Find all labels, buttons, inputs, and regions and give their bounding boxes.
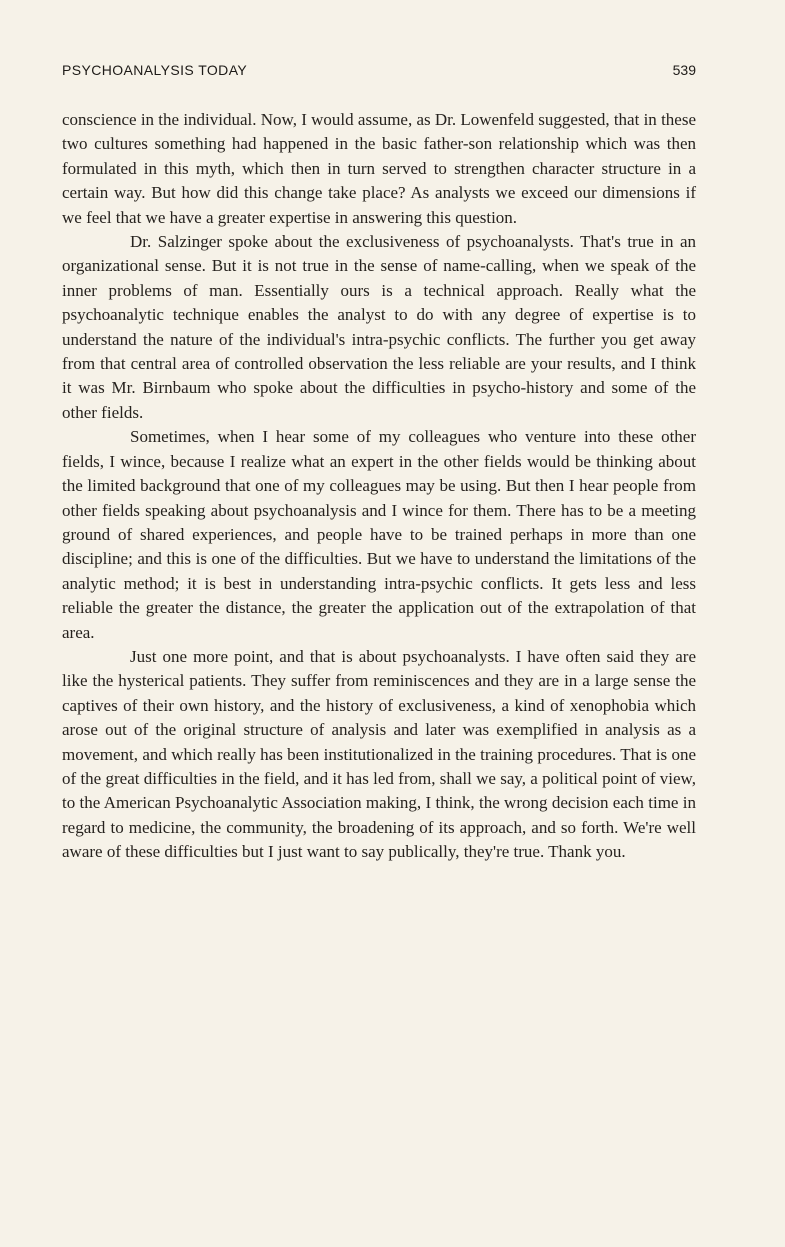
- running-title: PSYCHOANALYSIS TODAY: [62, 62, 248, 78]
- paragraph-3: Sometimes, when I hear some of my colleagues who venture into these other fields, I wince, because I realize what an expert in the other fields would be thinking about the limited background that one of my colleagues may be using. But then I hear people from other fields speaking about psychoanalysis and I wince for them. There has to be a meeting ground of shared experiences, and people have to be trained perhaps in more than one discipline; and this is one of the difficulties. But we have to understand the limitations of the analytic method; it is best in understanding intra-psychic conflicts. It gets less and less reliable the greater the distance, the greater the application out of the extrapolation of that area.: [62, 427, 696, 642]
- paragraph-2: Dr. Salzinger spoke about the exclusiveness of psychoanalysts. That's true in an organizational sense. But it is not true in the sense of name-calling, when we speak of the inner problems of man. Essentially ours is a technical approach. Really what the psychoanalytic technique enables the analyst to do with any degree of expertise is to understand the nature of the individual's intra-psychic conflicts. The further you get away from that central area of controlled observation the less reliable are your results, and I think it was Mr. Birnbaum who spoke about the difficulties in psycho-history and some of the other fields.: [62, 232, 696, 422]
- page-number: 539: [672, 62, 696, 78]
- running-head: [62, 62, 696, 82]
- paragraph-4: Just one more point, and that is about psychoanalysts. I have often said they are like the hysterical patients. They suffer from reminiscences and they are in a large sense the captives of their own history, and the history of exclusiveness, a kind of xenophobia which arose out of the original structure of analysis and later was exemplified in analysis as a movement, and which really has been institutionalized in the training procedures. That is one of the great difficulties in the field, and it has led from, shall we say, a political point of view, to the American Psychoanalytic Association making, I think, the wrong decision each time in regard to medicine, the community, the broadening of its approach, and so forth. We're well aware of these difficulties but I just want to say publically, they're true. Thank you.: [62, 646, 696, 862]
- body-text: [62, 108, 696, 865]
- paragraph-1: conscience in the individual. Now, I would assume, as Dr. Lowenfeld suggested, that in these two cultures something had happened in the basic father-son relationship which was then formulated in this myth, which then in turn served to strengthen character structure in a certain way. But how did this change take place? As analysts we exceed our dimensions if we feel that we have a greater expertise in answering this question.: [62, 110, 696, 227]
